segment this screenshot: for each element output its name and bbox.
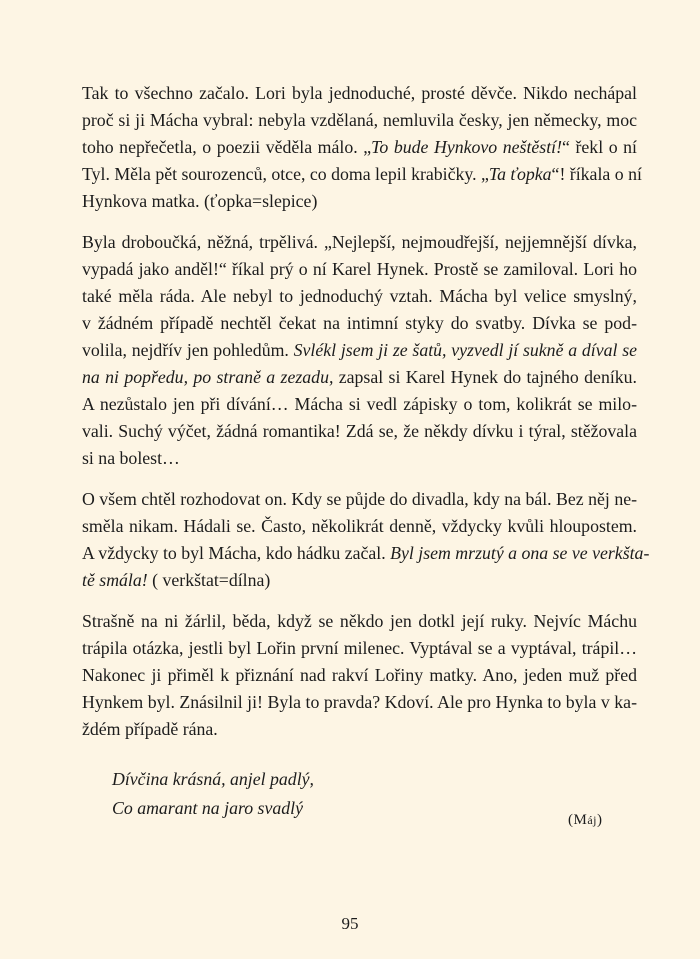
text-line <box>82 662 637 689</box>
text-segment: A vždycky to byl Mácha, kdo hádku začal. <box>82 543 391 563</box>
paragraph <box>82 486 650 594</box>
italic-quote: Ta ťopka <box>488 164 552 184</box>
text-segment: A nezůstalo jen při dívání… Mácha si vedl zápisky o tom, kolikrát se milo- <box>82 394 637 414</box>
text-segment: Tyl. Měla pět sourozenců, otce, co doma lepil krabičky. „ <box>82 164 489 184</box>
poem-line: Dívčina krásná, anjel padlý, <box>112 769 314 789</box>
text-segment: O všem chtěl rozhodovat on. Kdy se půjde do divadla, kdy na bál. Bez něj ne- <box>82 489 638 509</box>
text-line <box>82 418 637 445</box>
italic-quote: To bude Hynkovo neštěstí! <box>371 137 563 157</box>
text-line <box>82 80 637 107</box>
text-segment: zapsal si Karel Hynek do tajného deníku. <box>333 367 637 387</box>
text-line <box>82 161 642 188</box>
main-text <box>82 80 650 743</box>
text-segment: volila, nejdřív jen pohledům. <box>82 340 294 360</box>
text-segment: vypadá jako anděl!“ říkal prý o ní Karel Hynek. Prostě se zamiloval. Lori ho <box>82 259 637 279</box>
text-segment: toho nepřečetla, o poezii věděla málo. „ <box>82 137 372 157</box>
paragraph <box>82 80 642 215</box>
text-line <box>82 256 637 283</box>
text-segment: ždém případě rána. <box>82 719 218 739</box>
text-segment: “ řekl o ní <box>562 137 637 157</box>
text-line <box>82 188 637 215</box>
source-rest: áj <box>587 813 598 827</box>
page-number: 95 <box>341 914 359 933</box>
text-segment: Nakonec ji přiměl k přiznání nad rakví Lořiny matky. Ano, jeden muž před <box>82 665 637 685</box>
text-line <box>82 107 637 134</box>
text-segment: ( verkštat=dílna) <box>147 570 271 590</box>
poem-source <box>568 812 603 829</box>
text-line <box>82 513 637 540</box>
text-line <box>82 608 637 635</box>
source-initial: M <box>573 812 588 828</box>
source-paren-close: ) <box>597 812 603 828</box>
text-segment: “! říkala o ní <box>551 164 642 184</box>
text-segment: Tak to všechno začalo. Lori byla jednoduché, prosté děvče. Nikdo nechápal <box>82 83 637 103</box>
text-line <box>82 229 637 256</box>
text-line <box>82 567 637 594</box>
text-segment: si na bolest… <box>82 448 180 468</box>
text-line <box>82 716 637 743</box>
poem-line: Co amarant na jaro svadlý <box>112 798 303 818</box>
text-segment: v žádném případě nechtěl čekat na intimní styky do svatby. Dívka se pod- <box>82 313 637 333</box>
text-segment: Strašně na ni žárlil, běda, když se někdo jen dotkl její ruky. Nejvíc Máchu <box>82 611 637 631</box>
text-line <box>82 486 637 513</box>
paragraph <box>82 608 637 743</box>
text-line <box>82 364 637 391</box>
text-line <box>82 635 637 662</box>
text-segment: směla nikam. Hádali se. Často, několikrát denně, vždycky kvůli hloupostem. <box>82 516 637 536</box>
text-segment: vali. Suchý výčet, žádná romantika! Zdá se, že někdy dívku i týral, stěžovala <box>82 421 637 441</box>
text-line <box>82 283 637 310</box>
text-line <box>82 337 637 364</box>
poem-quote <box>112 765 637 823</box>
text-segment: Hynkova matka. (ťopka=slepice) <box>82 191 318 211</box>
text-segment: trápila otázka, jestli byl Lořin první milenec. Vyptával se a vyptával, trápil… <box>82 638 637 658</box>
italic-quote: Svlékl jsem ji ze šatů, vyzvedl jí sukně a díval se <box>293 340 638 360</box>
text-segment: Hynkem byl. Znásilnil ji! Byla to pravda? Kdoví. Ale pro Hynka to byla v ka- <box>82 692 637 712</box>
text-line <box>82 689 637 716</box>
italic-quote: na ni popředu, po straně a zezadu, <box>82 367 334 387</box>
page-body <box>82 80 650 823</box>
italic-quote: Byl jsem mrzutý a ona se ve verkšta- <box>390 543 650 563</box>
italic-quote: tě smála! <box>82 570 148 590</box>
text-segment: proč si ji Mácha vybral: nebyla vzdělaná, nemluvila česky, jen německy, moc <box>82 110 637 130</box>
text-line <box>82 391 637 418</box>
text-line <box>82 310 637 337</box>
text-line <box>82 445 637 472</box>
source-paren-open: ( <box>568 812 574 828</box>
text-segment: Byla droboučká, něžná, trpělivá. „Nejlepší, nejmoudřejší, nejjemnější dívka, <box>82 232 637 252</box>
paragraph <box>82 229 637 472</box>
text-segment: také měla ráda. Ale nebyl to jednoduchý vztah. Mácha byl velice smyslný, <box>82 286 637 306</box>
text-line <box>82 540 650 567</box>
text-line <box>82 134 637 161</box>
